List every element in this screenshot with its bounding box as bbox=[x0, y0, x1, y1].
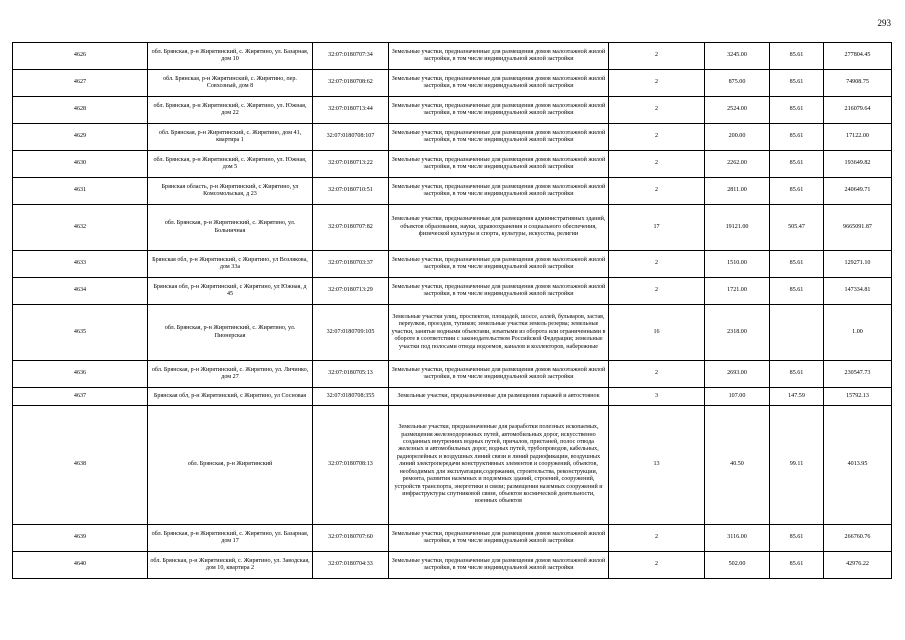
area-cell: 3116.00 bbox=[705, 525, 770, 552]
table-row bbox=[13, 525, 892, 552]
area-cell: 502.00 bbox=[705, 552, 770, 579]
cadastral-number-cell: 32:07:0180708:62 bbox=[313, 70, 389, 97]
table-row bbox=[13, 97, 892, 124]
row-number: 4635 bbox=[13, 305, 148, 361]
group-code-cell: 2 bbox=[609, 43, 705, 70]
row-number: 4630 bbox=[13, 151, 148, 178]
row-number: 4632 bbox=[13, 205, 148, 251]
address-cell: Брянская обл, р-н Жирятинский, с Жирятино, ул Сосновая bbox=[148, 388, 313, 406]
address-cell: обл. Брянская, р-н Жирятинский, с. Жирятино, ул. Южная, дом 5 bbox=[148, 151, 313, 178]
purpose-cell: Земельные участки, предназначенные для размещения домов малоэтажной жилой застройки, в том числе индивидуальной жилой застройки bbox=[389, 97, 609, 124]
area-cell: 2524.00 bbox=[705, 97, 770, 124]
cadastral-value-cell: 74908.75 bbox=[824, 70, 892, 97]
rate-cell: 85.61 bbox=[770, 70, 824, 97]
rate-cell: 85.61 bbox=[770, 552, 824, 579]
area-cell: 1510.00 bbox=[705, 251, 770, 278]
group-code-cell: 2 bbox=[609, 525, 705, 552]
rate-cell: 85.61 bbox=[770, 361, 824, 388]
cadastral-number-cell: 32:07:0180707:60 bbox=[313, 525, 389, 552]
rate-cell: 85.61 bbox=[770, 278, 824, 305]
group-code-cell: 2 bbox=[609, 361, 705, 388]
address-cell: Брянская обл, р-н Жирятинский, с Жирятино, ул Южная, д 45 bbox=[148, 278, 313, 305]
table-row bbox=[13, 178, 892, 205]
rate-cell: 85.61 bbox=[770, 97, 824, 124]
address-cell: обл. Брянская, р-н Жирятинский, с. Жирятино, ул. Личинко, дом 27 bbox=[148, 361, 313, 388]
rate-cell: 505.47 bbox=[770, 205, 824, 251]
area-cell: 2318.00 bbox=[705, 305, 770, 361]
row-number: 4627 bbox=[13, 70, 148, 97]
cadastral-number-cell: 32:07:0180705:13 bbox=[313, 361, 389, 388]
purpose-cell: Земельные участки, предназначенные для размещения домов малоэтажной жилой застройки, в том числе индивидуальной жилой застройки bbox=[389, 525, 609, 552]
purpose-cell: Земельные участки, предназначенные для размещения домов малоэтажной жилой застройки, в том числе индивидуальной жилой застройки bbox=[389, 552, 609, 579]
cadastral-value-cell: 230547.73 bbox=[824, 361, 892, 388]
rate-cell: 85.61 bbox=[770, 43, 824, 70]
table-row bbox=[13, 552, 892, 579]
cadastral-value-cell: 147334.81 bbox=[824, 278, 892, 305]
table-row bbox=[13, 151, 892, 178]
rate-cell: 85.61 bbox=[770, 525, 824, 552]
purpose-cell: Земельные участки, предназначенные для размещения домов малоэтажной жилой застройки, в том числе индивидуальной жилой застройки bbox=[389, 124, 609, 151]
address-cell: обл. Брянская, р-н Жирятинский bbox=[148, 406, 313, 525]
purpose-cell: Земельные участки, предназначенные для размещения домов малоэтажной жилой застройки, в том числе индивидуальной жилой застройки bbox=[389, 151, 609, 178]
row-number: 4634 bbox=[13, 278, 148, 305]
address-cell: обл. Брянская, р-н Жирятинский, с. Жирятино, ул. Базарная, дом 10 bbox=[148, 43, 313, 70]
cadastral-number-cell: 32:07:0180708:107 bbox=[313, 124, 389, 151]
address-cell: обл. Брянская, р-н Жирятинский, с. Жирятино, ул. Пионерская bbox=[148, 305, 313, 361]
table-row bbox=[13, 361, 892, 388]
cadastral-number-cell: 32:07:0180713:22 bbox=[313, 151, 389, 178]
table-row bbox=[13, 406, 892, 525]
cadastral-value-cell: 9665091.87 bbox=[824, 205, 892, 251]
row-number: 4633 bbox=[13, 251, 148, 278]
purpose-cell: Земельные участки, предназначенные для размещения домов малоэтажной жилой застройки, в том числе индивидуальной жилой застройки bbox=[389, 43, 609, 70]
cadastral-number-cell: 32:07:0180709:105 bbox=[313, 305, 389, 361]
area-cell: 3245.00 bbox=[705, 43, 770, 70]
land-registry-table bbox=[12, 42, 892, 579]
table-row bbox=[13, 43, 892, 70]
group-code-cell: 16 bbox=[609, 305, 705, 361]
area-cell: 2811.00 bbox=[705, 178, 770, 205]
cadastral-number-cell: 32:07:0180713:44 bbox=[313, 97, 389, 124]
table-row bbox=[13, 305, 892, 361]
rate-cell bbox=[770, 305, 824, 361]
table-row bbox=[13, 124, 892, 151]
purpose-cell: Земельные участки, предназначенные для размещения домов малоэтажной жилой застройки, в том числе индивидуальной жилой застройки bbox=[389, 278, 609, 305]
cadastral-value-cell: 240649.71 bbox=[824, 178, 892, 205]
group-code-cell: 2 bbox=[609, 278, 705, 305]
cadastral-value-cell: 42976.22 bbox=[824, 552, 892, 579]
cadastral-number-cell: 32:07:0180708:13 bbox=[313, 406, 389, 525]
cadastral-value-cell: 15792.13 bbox=[824, 388, 892, 406]
purpose-cell: Земельные участки, предназначенные для размещения административных зданий, объектов образования, науки, здравоохранения и социального обеспечения, физической культуры и спорта, культуры, искусства, религии bbox=[389, 205, 609, 251]
purpose-cell: Земельные участки, предназначенные для размещения домов малоэтажной жилой застройки, в том числе индивидуальной жилой застройки bbox=[389, 70, 609, 97]
purpose-cell: Земельные участки, предназначенные для размещения гаражей и автостоянок bbox=[389, 388, 609, 406]
cadastral-number-cell: 32:07:0180708:355 bbox=[313, 388, 389, 406]
address-cell: обл. Брянская, р-н Жирятинский, с. Жирятино, ул. Заводская, дом 10, квартира 2 bbox=[148, 552, 313, 579]
row-number: 4636 bbox=[13, 361, 148, 388]
cadastral-value-cell: 193649.82 bbox=[824, 151, 892, 178]
area-cell: 19121.00 bbox=[705, 205, 770, 251]
row-number: 4629 bbox=[13, 124, 148, 151]
page-number: 293 bbox=[877, 18, 891, 28]
group-code-cell: 3 bbox=[609, 388, 705, 406]
cadastral-value-cell: 17122.00 bbox=[824, 124, 892, 151]
purpose-cell: Земельные участки, предназначенные для размещения домов малоэтажной жилой застройки, в том числе индивидуальной жилой застройки bbox=[389, 178, 609, 205]
row-number: 4626 bbox=[13, 43, 148, 70]
table-row bbox=[13, 205, 892, 251]
cadastral-value-cell: 129271.10 bbox=[824, 251, 892, 278]
address-cell: обл. Брянская, р-н Жирятинский, с. Жирятино, ул. Базарная, дом 17 bbox=[148, 525, 313, 552]
cadastral-value-cell: 277804.45 bbox=[824, 43, 892, 70]
group-code-cell: 17 bbox=[609, 205, 705, 251]
area-cell: 875.00 bbox=[705, 70, 770, 97]
group-code-cell: 2 bbox=[609, 124, 705, 151]
row-number: 4628 bbox=[13, 97, 148, 124]
cadastral-value-cell: 216079.64 bbox=[824, 97, 892, 124]
purpose-cell: Земельные участки, предназначенные для размещения домов малоэтажной жилой застройки, в том числе индивидуальной жилой застройки bbox=[389, 251, 609, 278]
address-cell: обл. Брянская, р-н Жирятинский, с. Жирятино, ул. Больничная bbox=[148, 205, 313, 251]
table-body bbox=[13, 43, 892, 579]
table-row bbox=[13, 278, 892, 305]
cadastral-number-cell: 32:07:0180703:37 bbox=[313, 251, 389, 278]
area-cell: 2693.00 bbox=[705, 361, 770, 388]
cadastral-number-cell: 32:07:0180707:82 bbox=[313, 205, 389, 251]
row-number: 4638 bbox=[13, 406, 148, 525]
rate-cell: 85.61 bbox=[770, 124, 824, 151]
rate-cell: 85.61 bbox=[770, 251, 824, 278]
row-number: 4640 bbox=[13, 552, 148, 579]
cadastral-value-cell: 1.00 bbox=[824, 305, 892, 361]
row-number: 4631 bbox=[13, 178, 148, 205]
group-code-cell: 2 bbox=[609, 251, 705, 278]
group-code-cell: 2 bbox=[609, 552, 705, 579]
cadastral-value-cell: 266760.76 bbox=[824, 525, 892, 552]
area-cell: 200.00 bbox=[705, 124, 770, 151]
rate-cell: 85.61 bbox=[770, 151, 824, 178]
area-cell: 2262.00 bbox=[705, 151, 770, 178]
area-cell: 107.00 bbox=[705, 388, 770, 406]
row-number: 4639 bbox=[13, 525, 148, 552]
address-cell: обл. Брянская, р-н Жирятинский, с. Жирятино, пер. Совхозный, дом 8 bbox=[148, 70, 313, 97]
group-code-cell: 2 bbox=[609, 151, 705, 178]
table-row bbox=[13, 388, 892, 406]
area-cell: 40.50 bbox=[705, 406, 770, 525]
table-row bbox=[13, 251, 892, 278]
group-code-cell: 2 bbox=[609, 97, 705, 124]
address-cell: Брянская область, р-н Жирятинский, с Жирятино, ул Комсомольская, д 23 bbox=[148, 178, 313, 205]
cadastral-number-cell: 32:07:0180707:34 bbox=[313, 43, 389, 70]
purpose-cell: Земельные участки, предназначенные для разработки полезных ископаемых, размещения железнодорожных путей, автомобильных дорог, искусственно созданных внутренних водных путей, причалов, пристаней, полос отвода железных и автомобильных дорог, водных путей, трубопроводов, кабельных, радиорелейных и воздушных линий связи и линий радиофикации, воздушных линий электропередачи конструктивных элементов и сооружений, объектов, необходимых для эксплуатации,содержания, строительства, реконструкции, ремонта, развития наземных и подземных зданий, строений, сооружений, устройств транспорта, энергетики и связи; размещения наземных сооружений и инфраструктуры спутниковой связи, объектов космической деятельности, военных объектов bbox=[389, 406, 609, 525]
group-code-cell: 2 bbox=[609, 178, 705, 205]
address-cell: обл. Брянская, р-н Жирятинский, с. Жирятино, дом 41, квартира 1 bbox=[148, 124, 313, 151]
group-code-cell: 2 bbox=[609, 70, 705, 97]
rate-cell: 147.59 bbox=[770, 388, 824, 406]
table-row bbox=[13, 70, 892, 97]
group-code-cell: 13 bbox=[609, 406, 705, 525]
rate-cell: 99.11 bbox=[770, 406, 824, 525]
purpose-cell: Земельные участки, предназначенные для размещения домов малоэтажной жилой застройки, в том числе индивидуальной жилой застройки bbox=[389, 361, 609, 388]
row-number: 4637 bbox=[13, 388, 148, 406]
cadastral-number-cell: 32:07:0180713:29 bbox=[313, 278, 389, 305]
address-cell: обл. Брянская, р-н Жирятинский, с. Жирятино, ул. Южная, дом 22 bbox=[148, 97, 313, 124]
cadastral-value-cell: 4013.95 bbox=[824, 406, 892, 525]
address-cell: Брянская обл, р-н Жирятинский, с Жирятино, ул Возлякова, дом 33а bbox=[148, 251, 313, 278]
area-cell: 1721.00 bbox=[705, 278, 770, 305]
cadastral-number-cell: 32:07:0180710:51 bbox=[313, 178, 389, 205]
cadastral-number-cell: 32:07:0180704:33 bbox=[313, 552, 389, 579]
rate-cell: 85.61 bbox=[770, 178, 824, 205]
purpose-cell: Земельные участки улиц, проспектов, площадей, шоссе, аллей, бульваров, застав, переулков, проездов, тупиков; земельные участки земель резерва; земельные участки, занятые водными объектами, изъятыми из оборота или ограниченными в обороте в соответствии с законодательством Российской Федерации; земельные участки под полосами отвода водоемов, каналов и коллекторов, набережные bbox=[389, 305, 609, 361]
